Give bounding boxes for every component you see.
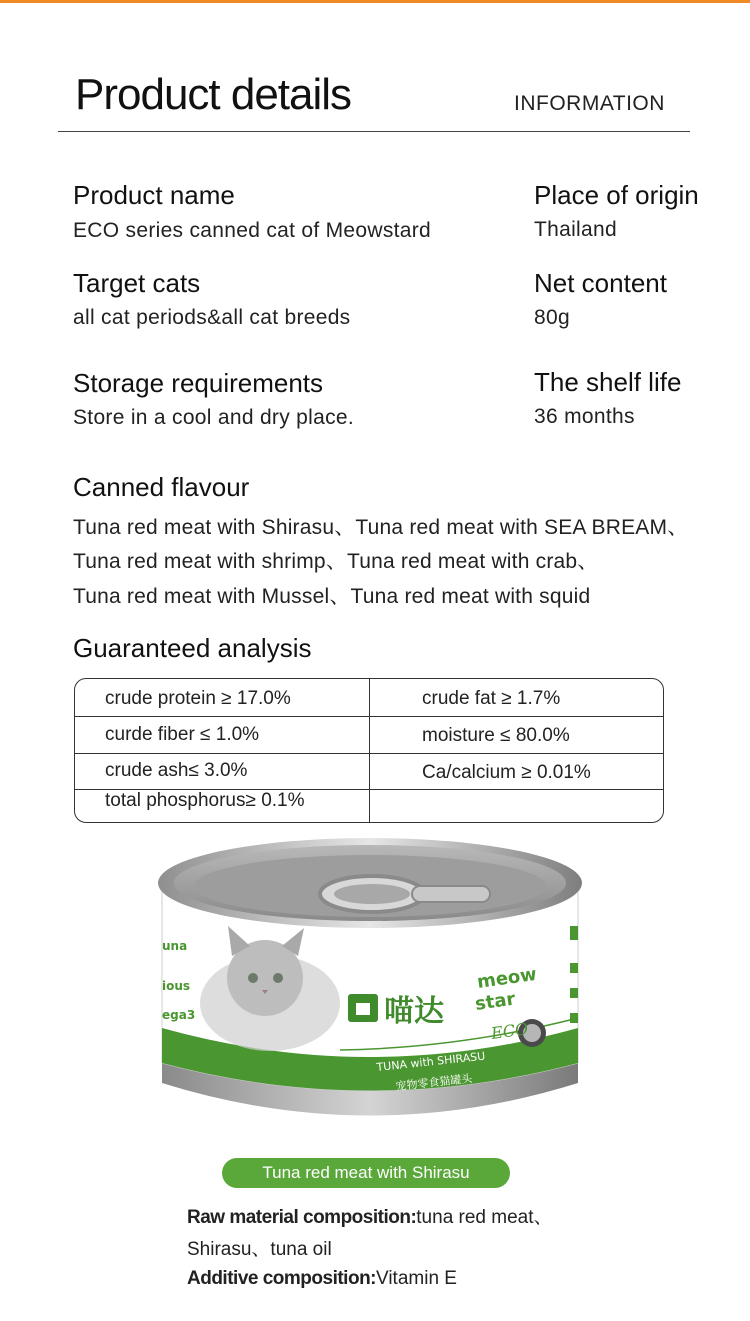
page-title: Product details [75,70,352,119]
can-cn-subtitle: 宠物零食猫罐头 [394,1072,473,1093]
raw-material-line-2: Shirasu、tuna oil [187,1239,332,1260]
table-cell: crude fat ≥ 1.7% [422,688,561,709]
raw-material-value: tuna red meat、 [416,1207,553,1228]
variant-pill: Tuna red meat with Shirasu [222,1158,510,1188]
table-cell: moisture ≤ 80.0% [422,725,570,746]
can-brand-en-1: meow [475,963,539,993]
can-brand-cn: 喵达 [384,994,444,1029]
can-side-text: ega3 [162,1008,196,1022]
target-cats-label: Target cats [73,268,201,298]
table-cell: curde fiber ≤ 1.0% [105,724,260,745]
flavour-heading: Canned flavour [73,472,250,502]
page-subtitle: INFORMATION [514,92,665,115]
product-name-label: Product name [73,180,235,210]
top-accent-bar [0,0,750,3]
product-can-image [150,828,590,1138]
raw-material-line-1 [187,1202,553,1229]
shelf-life-value: 36 months [534,405,635,428]
table-row [75,790,663,823]
shelf-life-label: The shelf life [534,367,682,397]
additive-label: Additive composition: [187,1268,376,1289]
flavour-line: Tuna red meat with Mussel、Tuna red meat with squid [73,585,591,608]
target-cats-value: all cat periods&all cat breeds [73,306,351,329]
table-row [75,717,663,754]
product-name-value: ECO series canned cat of Meowstard [73,219,432,242]
table-cell: total phosphorus≥ 0.1% [105,790,305,811]
storage-value: Store in a cool and dry place. [73,406,354,429]
net-content-value: 80g [534,306,570,329]
table-cell: Ca/calcium ≥ 0.01% [422,762,591,783]
origin-label: Place of origin [534,180,699,210]
can-side-text: ious [162,979,191,993]
table-row [75,679,663,717]
table-row [75,754,663,790]
title-divider [58,131,690,132]
raw-material-label: Raw material composition: [187,1207,417,1228]
analysis-heading: Guaranteed analysis [73,633,312,663]
storage-label: Storage requirements [73,368,324,398]
flavour-line: Tuna red meat with Shirasu、Tuna red meat with SEA BREAM、 [73,516,689,539]
can-brand-en-2: star [473,988,517,1015]
table-cell: crude ash≤ 3.0% [105,760,248,781]
analysis-table [74,678,664,823]
table-cell: crude protein ≥ 17.0% [105,688,291,709]
origin-value: Thailand [534,218,617,241]
additive-line [187,1268,457,1290]
can-side-text: una [162,939,188,953]
can-flavor-label: TUNA with SHIRASU [375,1049,486,1074]
can-series: ECO [489,1018,530,1043]
net-content-label: Net content [534,268,667,298]
additive-value: Vitamin E [376,1268,457,1289]
flavour-line: Tuna red meat with shrimp、Tuna red meat with crab、 [73,550,599,573]
